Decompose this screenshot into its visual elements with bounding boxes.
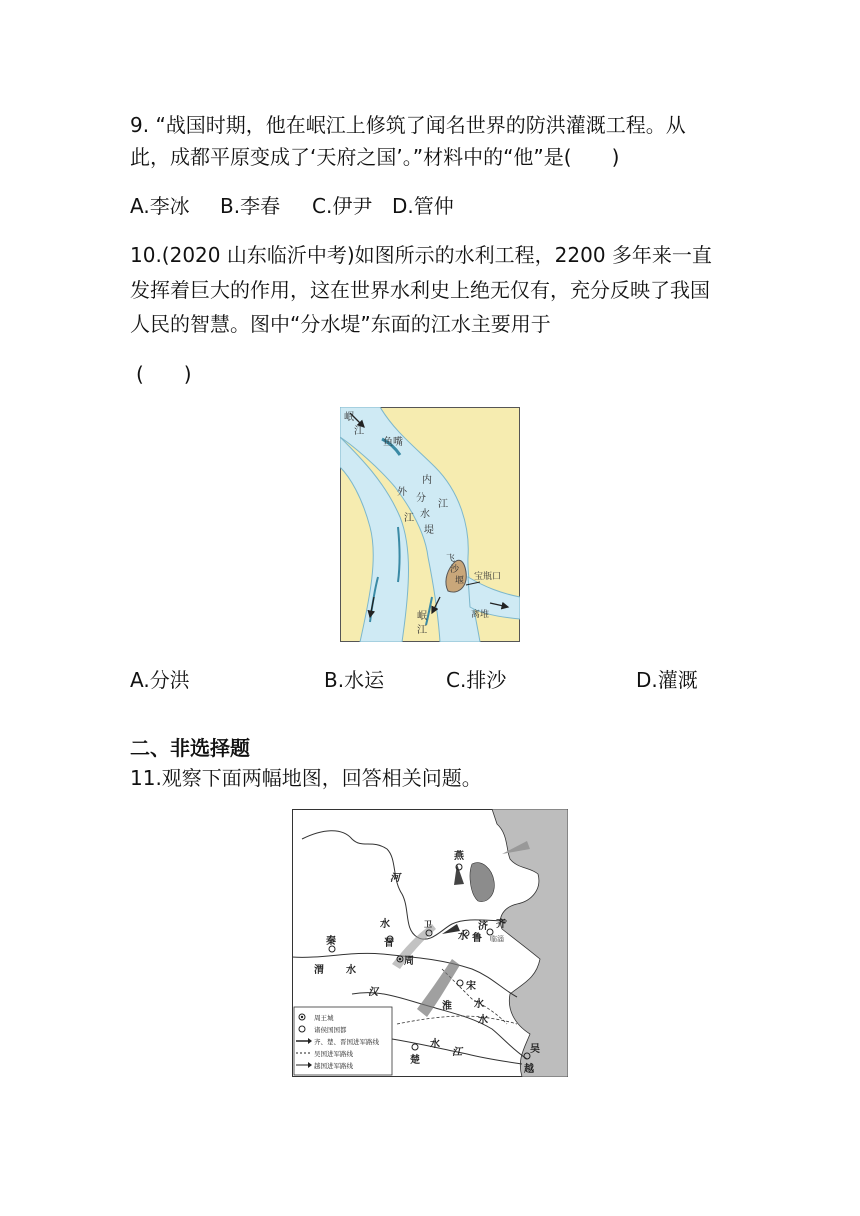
legend-item-1: 周王城 bbox=[314, 1014, 334, 1022]
map-label-lidui: 离堆 bbox=[471, 610, 490, 620]
map-label-yuzui: 鱼嘴 bbox=[383, 437, 403, 448]
legend-item-5: 越国进军路线 bbox=[314, 1062, 353, 1070]
section-heading: 二、非选择题 bbox=[130, 736, 250, 760]
q10-line3: 人民的智慧。图中“分水堤”东面的江水主要用于 bbox=[130, 312, 551, 336]
map-label-feishayan-3: 堰 bbox=[455, 576, 465, 586]
legend-item-2: 诸侯国国都 bbox=[314, 1026, 347, 1034]
map2-label-wei-river: 渭 bbox=[314, 965, 324, 976]
q9-line1: 9. “战国时期，他在岷江上修筑了闻名世界的防洪灌溉工程。从 bbox=[130, 113, 686, 137]
map-label-neijiang-1: 内 bbox=[422, 475, 432, 486]
map-label-fenshuidi-2: 水 bbox=[420, 509, 430, 520]
q10-option-c: C.排沙 bbox=[446, 668, 507, 692]
legend-item-4: 吴国进军路线 bbox=[314, 1050, 353, 1058]
map-label-feishayan-2: 沙 bbox=[450, 565, 460, 575]
dujiangyan-map bbox=[340, 407, 520, 642]
q10-line2: 发挥着巨大的作用，这在世界水利史上绝无仅有，充分反映了我国 bbox=[130, 278, 710, 302]
map-label-fenshuidi-3: 堤 bbox=[424, 525, 434, 536]
map2-label-qi: 齐 bbox=[496, 919, 506, 930]
map-label-fenshuidi-1: 分 bbox=[416, 493, 426, 504]
map2-label-yan: 燕 bbox=[454, 851, 464, 862]
map-label-minjiang-bottom-1: 岷 bbox=[417, 611, 427, 622]
map-label-minjiang-top-1: 岷 bbox=[344, 412, 354, 423]
map2-label-shui4: 水 bbox=[478, 1015, 488, 1026]
q10-line1: 10.(2020 山东临沂中考)如图所示的水利工程，2200 多年来一直 bbox=[130, 243, 712, 267]
map-label-feishayan-1: 飞 bbox=[446, 554, 456, 564]
q11-text: 11.观察下面两幅地图，回答相关问题。 bbox=[130, 766, 482, 790]
q10-option-a: A.分洪 bbox=[130, 668, 190, 692]
map2-label-wu: 吴 bbox=[530, 1044, 540, 1055]
map2-label-zhou: 周 bbox=[404, 956, 414, 967]
map2-legend bbox=[294, 1007, 392, 1075]
map-label-minjiang-top-2: 江 bbox=[354, 426, 364, 437]
map2-label-shui6: 水 bbox=[430, 1039, 440, 1050]
map2-label-wei-state: 卫 bbox=[424, 920, 432, 929]
map2-label-song: 宋 bbox=[466, 981, 476, 992]
legend-item-3: 齐、楚、晋国进军路线 bbox=[314, 1038, 379, 1046]
q10-option-b: B.水运 bbox=[324, 668, 385, 692]
map2-label-lu: 鲁 bbox=[472, 933, 482, 944]
q9-line2: 此，成都平原变成了‘天府之国’。”材料中的“他”是( ) bbox=[130, 145, 620, 169]
map2-label-yue: 越 bbox=[524, 1064, 534, 1075]
q10-answer-blank: ( ) bbox=[136, 362, 192, 386]
q10-option-d: D.灌溉 bbox=[636, 668, 698, 692]
map2-label-shui5: 水 bbox=[458, 931, 468, 942]
map2-label-linzi: 临淄 bbox=[490, 935, 504, 943]
q9-option-c: C.伊尹 bbox=[312, 194, 373, 218]
map-label-neijiang-2: 江 bbox=[438, 499, 448, 510]
map2-label-shui1: 水 bbox=[380, 919, 390, 930]
map-label-waijiang-2: 江 bbox=[404, 513, 414, 524]
map2-label-han-river: 汉 bbox=[368, 987, 378, 998]
map2-label-he: 河 bbox=[390, 873, 400, 884]
map2-label-shui3: 水 bbox=[474, 999, 484, 1010]
map2-label-jin: 晋 bbox=[384, 938, 394, 949]
map-label-minjiang-bottom-2: 江 bbox=[417, 625, 427, 636]
spring-autumn-map bbox=[292, 809, 568, 1077]
q9-option-a: A.李冰 bbox=[130, 194, 190, 218]
map2-label-ji-river: 济 bbox=[478, 921, 488, 932]
q9-option-b: B.李春 bbox=[220, 194, 281, 218]
map2-label-shui2: 水 bbox=[346, 965, 356, 976]
q9-option-d: D.管仲 bbox=[392, 194, 454, 218]
map2-label-qin: 秦 bbox=[326, 936, 336, 947]
map-label-waijiang-1: 外 bbox=[397, 487, 407, 498]
map2-label-jiang: 江 bbox=[452, 1047, 462, 1058]
map-label-baopingkou: 宝瓶口 bbox=[474, 572, 502, 582]
map2-label-chu: 楚 bbox=[410, 1055, 420, 1066]
map2-label-huai: 淮 bbox=[442, 1001, 452, 1012]
